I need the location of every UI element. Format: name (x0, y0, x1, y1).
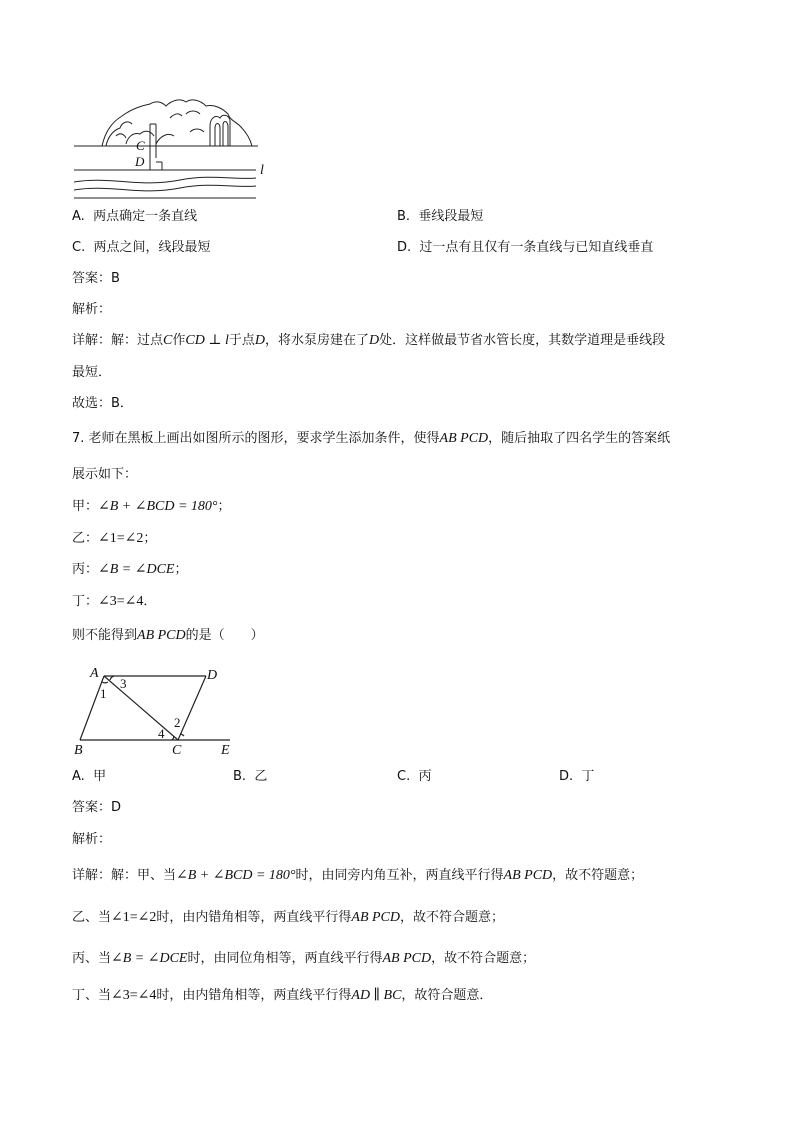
landscape-figure (70, 92, 280, 204)
parallelogram-figure (70, 662, 250, 756)
q6-option-b: B. 垂线段最短 (397, 209, 484, 224)
angle-3: 3 (120, 676, 127, 691)
q7-analysis-label: 解析： (72, 832, 112, 847)
point-b: B (74, 743, 83, 756)
q6-option-d: D. 过一点有且仅有一条直线与已知直线垂直 (397, 240, 654, 255)
q7-ask: 则不能得到AB PCD的是（ ） (72, 628, 264, 643)
q7-item-ding: 丁：∠3=∠4． (72, 594, 157, 609)
point-e: E (221, 743, 230, 756)
q7-stem-line1: 7. 老师在黑板上画出如图所示的图形，要求学生添加条件，使得AB PCD，随后抽取了四名学生的答案纸 (72, 431, 671, 446)
angle-1: 1 (100, 686, 107, 701)
q7-option-c: C. 丙 (397, 769, 432, 784)
angle-4: 4 (158, 726, 165, 741)
q7-item-jia: 甲：∠B + ∠BCD = 180°； (72, 499, 231, 514)
q6-detail-line2: 最短． (72, 365, 112, 380)
q7-item-bing: 丙：∠B = ∠DCE； (72, 562, 188, 577)
q7-option-a: A. 甲 (72, 769, 107, 784)
label-l: l (260, 163, 264, 178)
q7-option-b: B. 乙 (233, 769, 268, 784)
q7-detail-yi: 乙、当∠1=∠2时，由内错角相等，两直线平行得AB PCD，故不符合题意； (72, 910, 505, 925)
q6-choice: 故选：B． (72, 396, 133, 411)
angle-2: 2 (174, 715, 181, 730)
label-d: D (135, 154, 145, 169)
q6-answer: 答案：B (72, 271, 120, 286)
q7-detail-jia: 详解：解：甲、当∠B + ∠BCD = 180°时，由同旁内角互补，两直线平行得AB PCD，故不符题意； (72, 868, 644, 883)
q7-stem-line2: 展示如下： (72, 467, 138, 482)
point-d: D (207, 668, 218, 683)
q6-option-a: A. 两点确定一条直线 (72, 209, 198, 224)
q7-answer: 答案：D (72, 800, 122, 815)
point-c: C (172, 743, 182, 756)
q6-analysis-label: 解析： (72, 302, 112, 317)
q7-option-d: D. 丁 (559, 769, 595, 784)
point-a: A (90, 666, 99, 681)
q6-option-c: C. 两点之间，线段最短 (72, 240, 211, 255)
q6-detail-line1: 详解：解：过点C作CD ⊥ l于点D，将水泵房建在了D处．这样做最节省水管长度，其数学道理是垂线段 (72, 333, 666, 348)
label-c: C (136, 138, 145, 153)
q7-item-yi: 乙：∠1=∠2； (72, 531, 157, 546)
q7-detail-ding: 丁、当∠3=∠4时，由内错角相等，两直线平行得AD ∥ BC，故符合题意． (72, 988, 493, 1003)
q7-detail-bing: 丙、当∠B = ∠DCE时，由同位角相等，两直线平行得AB PCD，故不符合题意； (72, 951, 536, 966)
